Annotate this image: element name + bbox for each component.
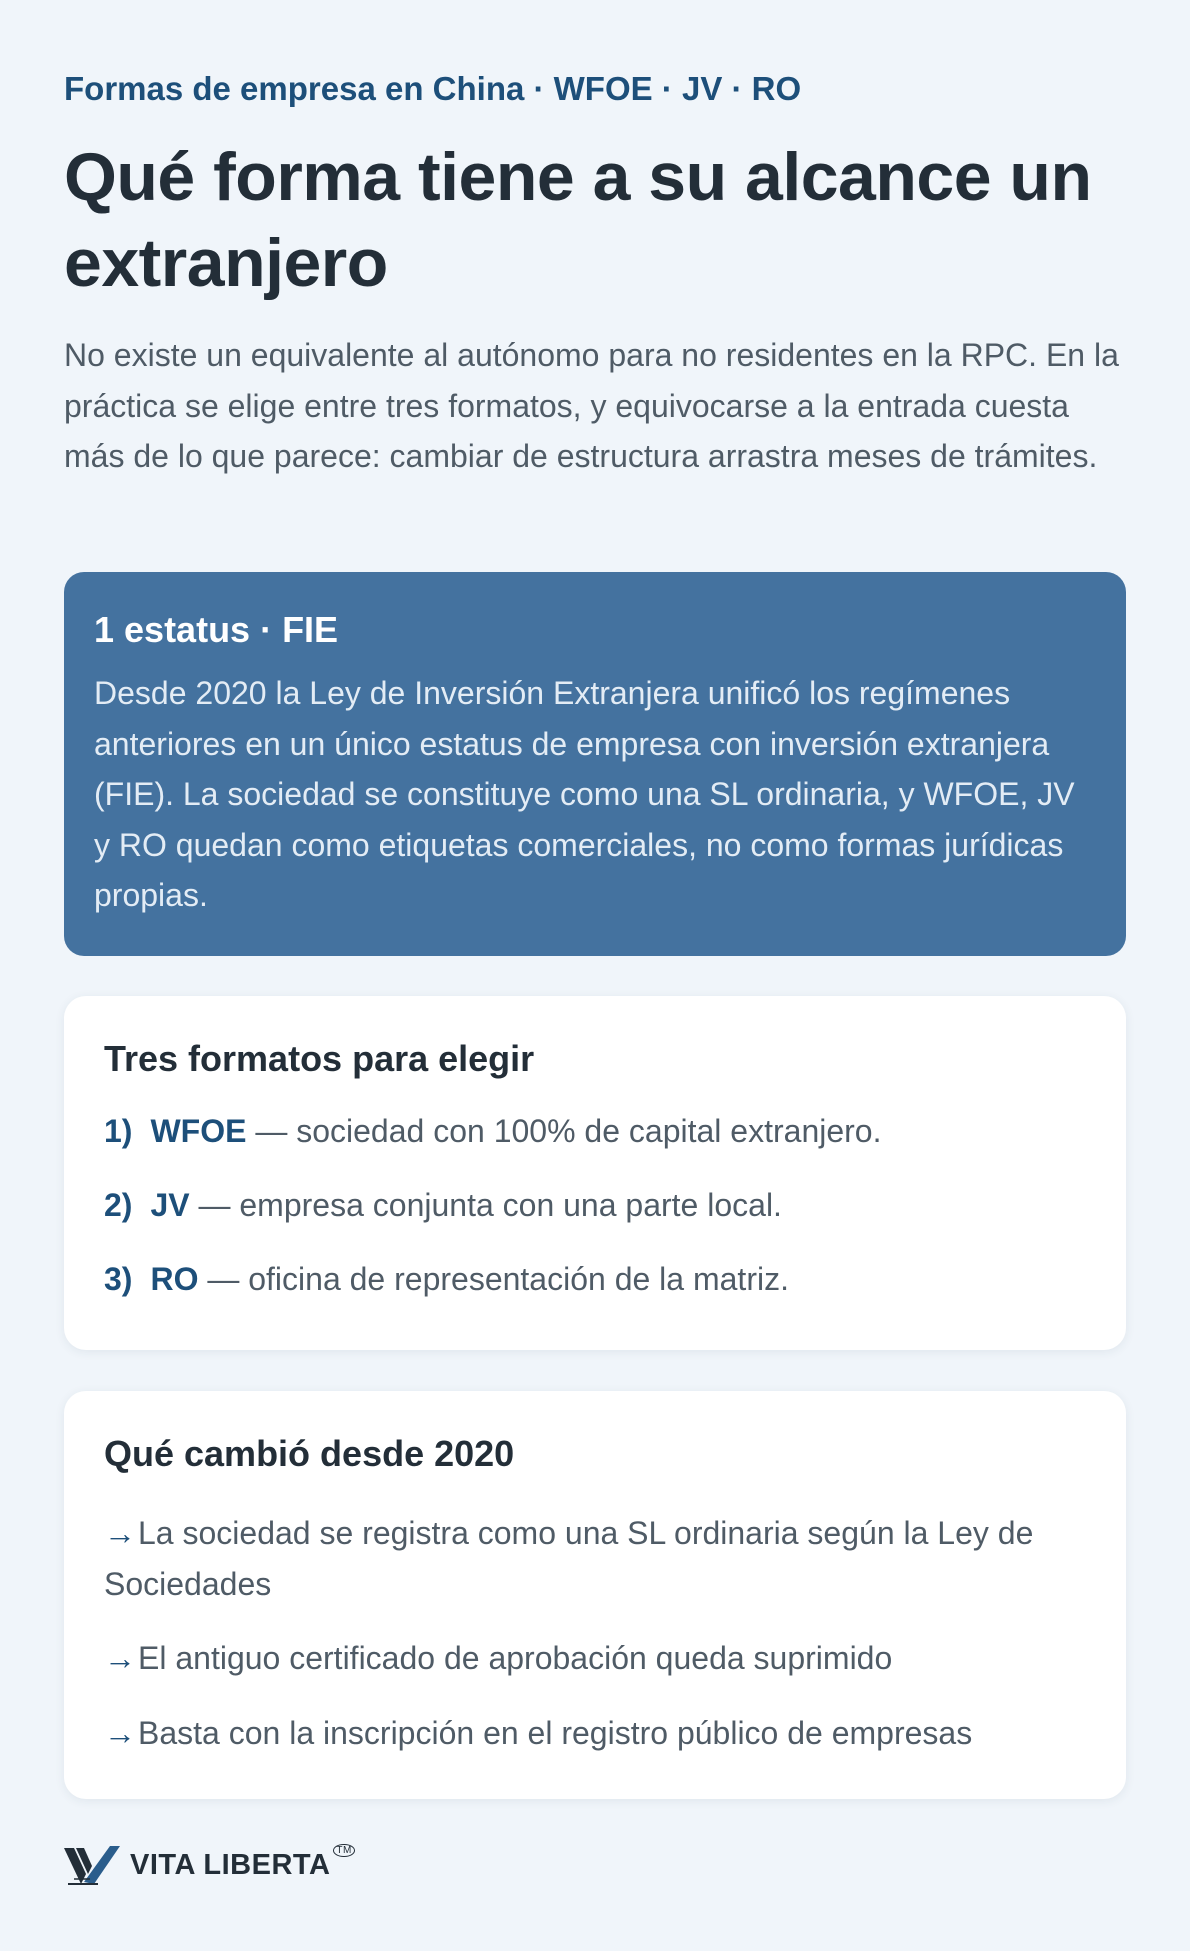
format-item-jv (104, 1187, 782, 1224)
change-item (104, 1508, 1086, 1609)
arrow-right-icon: → (104, 1640, 136, 1676)
brand-name-text: VITA LIBERTA (130, 1848, 331, 1881)
format-number: 3) (104, 1261, 133, 1297)
format-name: RO (150, 1261, 199, 1297)
formats-card (64, 996, 1126, 1350)
fie-highlight-box (64, 572, 1126, 956)
brand-name (130, 1844, 355, 1882)
format-number: 2) (104, 1187, 133, 1223)
change-item (104, 1708, 1086, 1759)
format-name: WFOE (150, 1113, 247, 1149)
format-description: — oficina de representación de la matriz. (198, 1261, 789, 1297)
changes-card (64, 1391, 1126, 1799)
page-title: Qué forma tiene a su alcance un extranjero (64, 139, 1092, 301)
format-number: 1) (104, 1113, 133, 1149)
change-item (104, 1633, 1086, 1684)
format-name: JV (150, 1187, 190, 1223)
change-text: La sociedad se registra como una SL ordinaria según la Ley de Sociedades (104, 1515, 1034, 1602)
kicker: Formas de empresa en China · WFOE · JV · RO (64, 70, 802, 107)
brand-logo (64, 1843, 355, 1887)
formats-card-title: Tres formatos para elegir (104, 1038, 535, 1079)
highlight-text: Desde 2020 la Ley de Inversión Extranjera unificó los regímenes anteriores en un único estatus de empresa con inversión extranjera (FIE). La sociedad se constituye como una SL ordinaria, y WFOE, JV y RO quedan como etiquetas comerciales, no como formas jurídicas propias. (94, 675, 1075, 913)
arrow-right-icon: → (104, 1715, 136, 1751)
change-text: El antiguo certificado de aprobación queda suprimido (138, 1640, 893, 1676)
vita-liberta-logo-icon (64, 1844, 122, 1886)
trademark-mark: TM (333, 1844, 354, 1857)
highlight-title: 1 estatus · FIE (94, 609, 339, 650)
changes-card-title: Qué cambió desde 2020 (104, 1433, 515, 1474)
arrow-right-icon: → (104, 1515, 136, 1551)
format-item-wfoe (104, 1113, 881, 1150)
format-description: — empresa conjunta con una parte local. (189, 1187, 782, 1223)
change-text: Basta con la inscripción en el registro público de empresas (138, 1715, 973, 1751)
format-description: — sociedad con 100% de capital extranjero. (246, 1113, 882, 1149)
intro-paragraph: No existe un equivalente al autónomo para no residentes en la RPC. En la práctica se elige entre tres formatos, y equivocarse a la entrada cuesta más de lo que parece: cambiar de estructura arrastra meses de trámites. (64, 337, 1119, 474)
format-item-ro (104, 1261, 789, 1298)
